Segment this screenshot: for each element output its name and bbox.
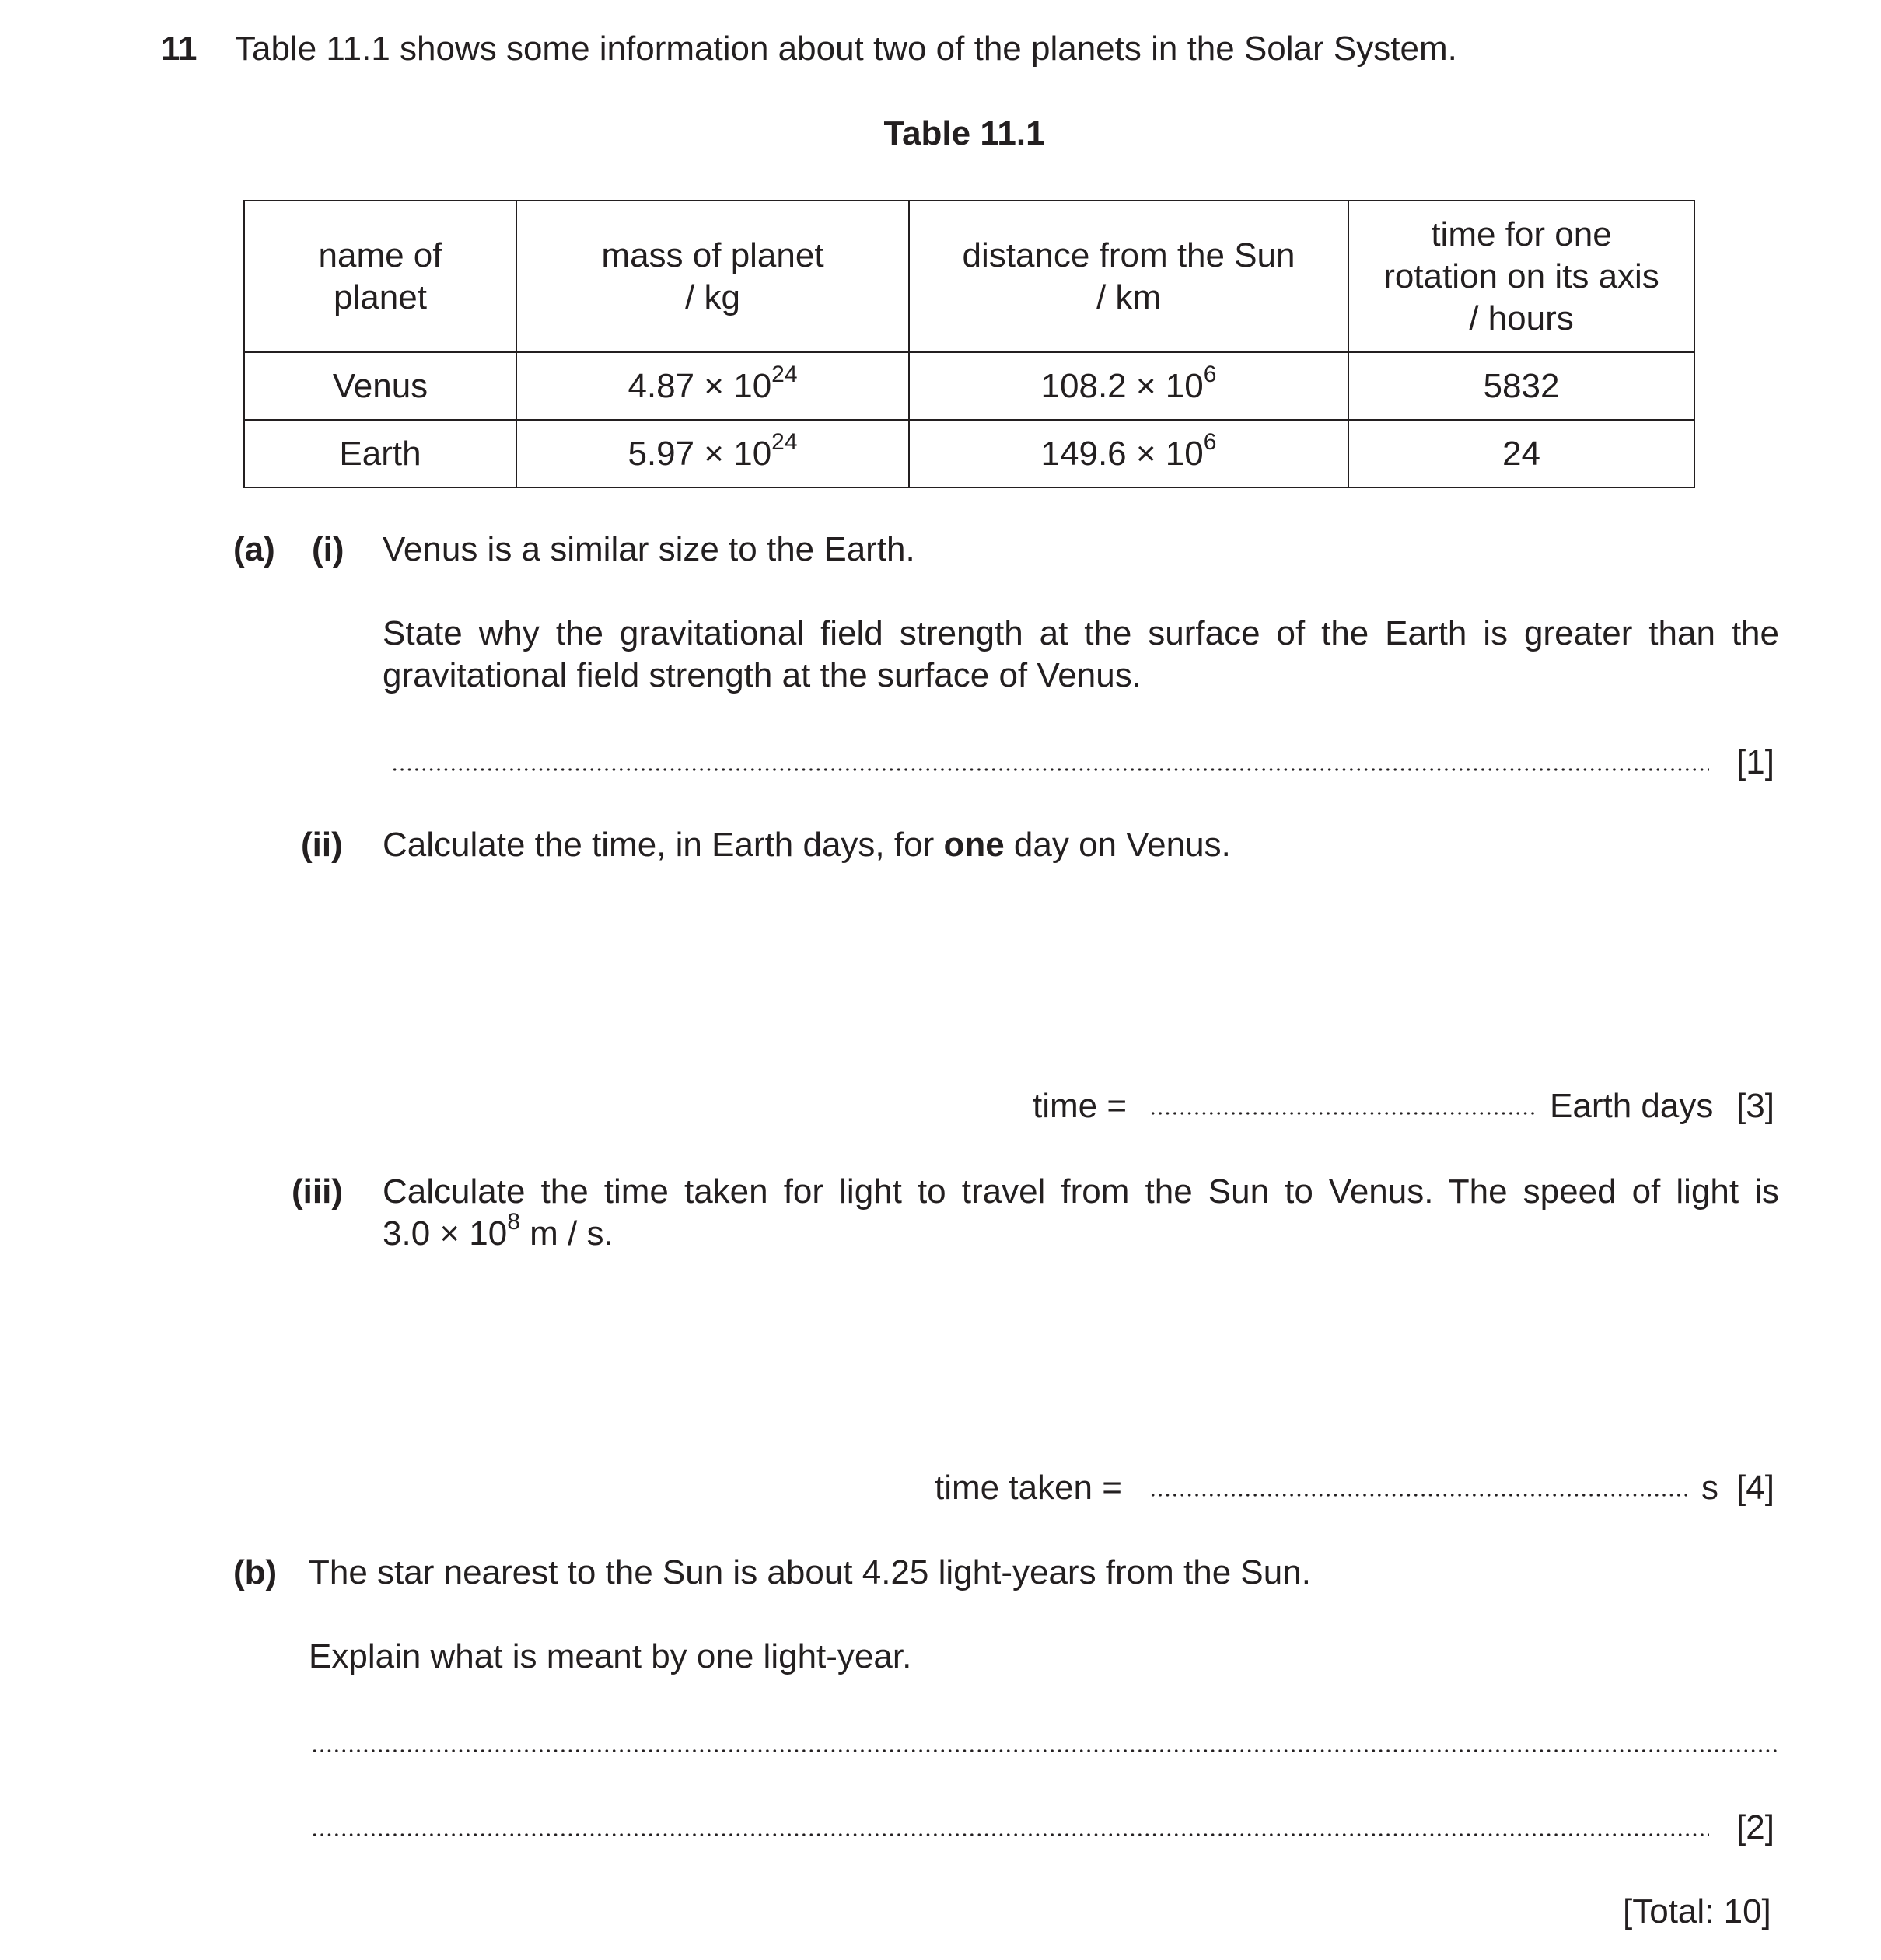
planet-rotation: 5832 [1348, 352, 1694, 420]
header-distance-from-sun: distance from the Sun / km [909, 201, 1348, 352]
answer-line-b-2[interactable] [311, 1833, 1709, 1836]
marks-a-iii: [4] [1736, 1469, 1774, 1507]
planet-table [243, 200, 1695, 488]
header-mass-of-planet: mass of planet / kg [516, 201, 909, 352]
planet-distance: $108.2 \times 10^6$ [909, 352, 1348, 420]
answer-unit-earth-days: Earth days [1550, 1087, 1714, 1125]
marks-b: [2] [1736, 1808, 1774, 1846]
part-b-question: Explain what is meant by one light-year. [309, 1637, 912, 1675]
part-b-label: (b) [233, 1553, 278, 1591]
table-row [244, 420, 1694, 487]
question-intro: Table 11.1 shows some information about two of the planets in the Solar System. [235, 30, 1457, 68]
planet-distance: $149.6 \times 10^6$ [909, 420, 1348, 487]
planet-name: Venus [244, 352, 516, 420]
header-rotation-time: time for one rotation on its axis / hours [1348, 201, 1694, 352]
planet-mass: $5.97 \times 10^{24}$ [516, 420, 909, 487]
speed-of-light: $3.0 \times 10^8$ m / s. [383, 1209, 614, 1253]
answer-line-a-ii[interactable] [1149, 1112, 1534, 1115]
total-marks: [Total: 10] [1623, 1892, 1771, 1930]
marks-a-i: [1] [1736, 743, 1774, 781]
planet-mass: $4.87 \times 10^{24}$ [516, 352, 909, 420]
part-b-statement: The star nearest to the Sun is about 4.25 light-years from the Sun. [309, 1553, 1311, 1591]
table-caption: Table 11.1 [883, 114, 1045, 152]
part-a-i-label: (i) [312, 530, 344, 568]
table-row [244, 352, 1694, 420]
part-a-i-statement: Venus is a similar size to the Earth. [383, 530, 915, 568]
part-a-label: (a) [233, 530, 275, 568]
part-a-iii-question: Calculate the time taken for light to travel from the Sun to Venus. The speed of light is [383, 1172, 1779, 1211]
answer-unit-seconds: s [1701, 1469, 1718, 1507]
table-header-row [244, 201, 1694, 352]
answer-label-time: time = [1033, 1087, 1128, 1125]
part-a-i-question: State why the gravitational field strength at the surface of the Earth is greater than the gravitational field strength at the surface of Venus. [383, 614, 1779, 694]
header-name-of-planet: name of planet [244, 201, 516, 352]
answer-line-b-1[interactable] [311, 1749, 1777, 1752]
part-a-ii-question: Calculate the time, in Earth days, for one day on Venus. [383, 826, 1231, 864]
part-a-iii-label: (iii) [292, 1172, 343, 1211]
planet-name: Earth [244, 420, 516, 487]
planet-rotation: 24 [1348, 420, 1694, 487]
question-number: 11 [161, 30, 198, 68]
answer-line-a-i[interactable] [391, 768, 1709, 771]
answer-label-time-taken: time taken = [935, 1469, 1122, 1507]
marks-a-ii: [3] [1736, 1087, 1774, 1125]
part-a-ii-label: (ii) [301, 826, 343, 864]
answer-line-a-iii[interactable] [1149, 1494, 1688, 1497]
